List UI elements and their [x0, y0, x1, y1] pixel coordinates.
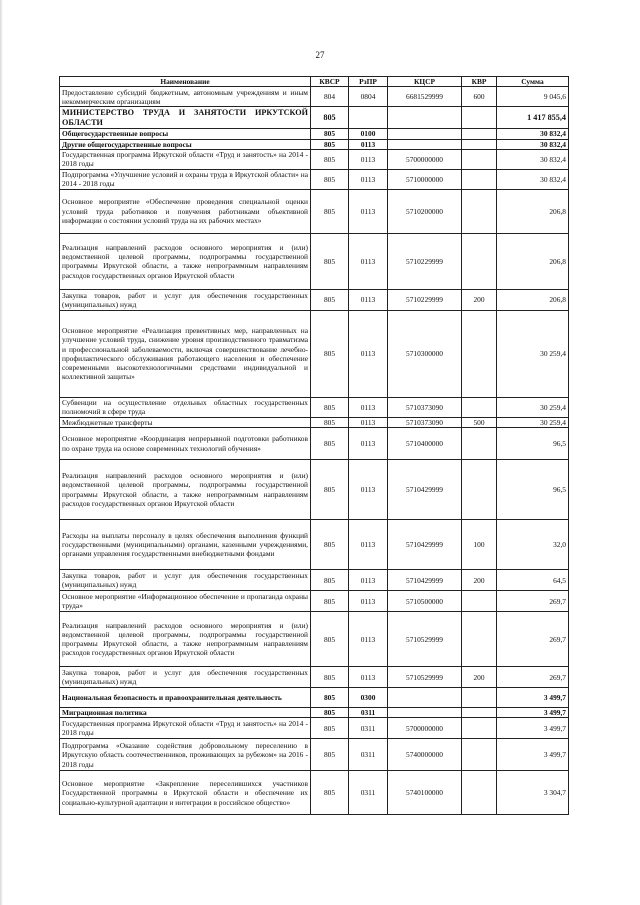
cell-kvr: [462, 688, 497, 708]
cell-sum: 30 259,4: [497, 417, 569, 427]
budget-table: [59, 76, 569, 815]
header-kvr: КВР: [462, 77, 497, 87]
cell-sum: 30 259,4: [497, 397, 569, 417]
table-row: [60, 667, 569, 688]
cell-kvsr: 805: [311, 520, 349, 570]
cell-kcsr: 5710229999: [388, 289, 462, 310]
cell-sum: 3 499,7: [497, 688, 569, 708]
cell-kcsr: 5710429999: [388, 460, 462, 520]
cell-kvsr: 805: [311, 460, 349, 520]
cell-kvr: [462, 139, 497, 149]
table-row: [60, 149, 569, 169]
cell-name: Закупка товаров, работ и услуг для обеспечения государственных (муниципальных) нужд: [60, 667, 311, 688]
cell-name: МИНИСТЕРСТВО ТРУДА И ЗАНЯТОСТИ ИРКУТСКОЙ ОБЛАСТИ: [60, 107, 311, 129]
table-row: [60, 570, 569, 591]
cell-rzpr: 0113: [349, 612, 388, 667]
cell-rzpr: 0311: [349, 771, 388, 815]
table-row: [60, 397, 569, 417]
cell-rzpr: 0113: [349, 289, 388, 310]
cell-kvsr: 805: [311, 739, 349, 771]
cell-sum: 3 304,7: [497, 771, 569, 815]
cell-name: Основное мероприятие «Закрепление переселившихся участников Государственной программы в Иркутской области и обеспечение их социально-культурной адаптации и интеграции в российское общество»: [60, 771, 311, 815]
table-row: [60, 129, 569, 139]
cell-rzpr: 0804: [349, 87, 388, 107]
cell-rzpr: 0113: [349, 397, 388, 417]
cell-rzpr: 0113: [349, 591, 388, 612]
table-row: [60, 688, 569, 708]
cell-kcsr: 5700000000: [388, 718, 462, 739]
cell-kvr: [462, 189, 497, 233]
cell-name: Реализация направлений расходов основного мероприятия и (или) ведомственной целевой программы, подпрограммы государственной программы Иркутской области, а также непрограммным направлениям расходов государственных органов Иркутской области: [60, 233, 311, 289]
cell-kvsr: 805: [311, 718, 349, 739]
cell-sum: 269,7: [497, 667, 569, 688]
cell-name: Государственная программа Иркутской области «Труд и занятость» на 2014 - 2018 годы: [60, 149, 311, 169]
cell-kvsr: 805: [311, 289, 349, 310]
cell-kcsr: [388, 139, 462, 149]
header-name: Наименование: [60, 77, 311, 87]
page-number: 27: [315, 50, 325, 60]
cell-kcsr: 5710373090: [388, 397, 462, 417]
cell-kvr: 100: [462, 520, 497, 570]
cell-kvsr: 805: [311, 233, 349, 289]
cell-kvr: [462, 310, 497, 397]
scan-edge-shadow: [0, 0, 3, 905]
table-row: [60, 591, 569, 612]
cell-sum: 9 045,6: [497, 87, 569, 107]
cell-name: Расходы на выплаты персоналу в целях обеспечения выполнения функций государственными (муниципальными) органами, казенными учреждениями, органами управления государственными внебюджетными фондами: [60, 520, 311, 570]
cell-sum: 269,7: [497, 591, 569, 612]
cell-rzpr: 0113: [349, 139, 388, 149]
table-row: [60, 310, 569, 397]
header-kcsr: КЦСР: [388, 77, 462, 87]
cell-rzpr: 0113: [349, 169, 388, 189]
cell-kvsr: 805: [311, 129, 349, 139]
cell-kvr: [462, 591, 497, 612]
cell-kvsr: 805: [311, 771, 349, 815]
cell-kvr: 200: [462, 570, 497, 591]
cell-sum: 32,0: [497, 520, 569, 570]
cell-kvsr: 805: [311, 688, 349, 708]
table-row: [60, 708, 569, 718]
cell-kvsr: 805: [311, 570, 349, 591]
cell-kcsr: 5710400000: [388, 428, 462, 460]
cell-rzpr: 0113: [349, 417, 388, 427]
cell-rzpr: [349, 107, 388, 129]
cell-sum: 96,5: [497, 460, 569, 520]
cell-sum: 206,8: [497, 289, 569, 310]
table-body: [60, 87, 569, 815]
cell-kcsr: 5710529999: [388, 612, 462, 667]
cell-kcsr: 5740000000: [388, 739, 462, 771]
cell-kcsr: 5710000000: [388, 169, 462, 189]
cell-name: Миграционная политика: [60, 708, 311, 718]
cell-sum: 30 832,4: [497, 129, 569, 139]
table-row: [60, 520, 569, 570]
cell-kvr: [462, 397, 497, 417]
cell-kvsr: 805: [311, 107, 349, 129]
cell-kvr: 200: [462, 289, 497, 310]
cell-kcsr: [388, 688, 462, 708]
cell-kvr: [462, 708, 497, 718]
cell-sum: 269,7: [497, 612, 569, 667]
cell-sum: 3 499,7: [497, 718, 569, 739]
cell-kvr: [462, 428, 497, 460]
table-row: [60, 612, 569, 667]
cell-kcsr: 5710200000: [388, 189, 462, 233]
cell-rzpr: 0113: [349, 310, 388, 397]
cell-name: Закупка товаров, работ и услуг для обеспечения государственных (муниципальных) нужд: [60, 570, 311, 591]
table-row: [60, 139, 569, 149]
cell-kvsr: 805: [311, 417, 349, 427]
cell-rzpr: 0113: [349, 189, 388, 233]
table-row: [60, 189, 569, 233]
cell-name: Субвенции на осуществление отдельных областных государственных полномочий в сфере труда: [60, 397, 311, 417]
cell-kcsr: [388, 708, 462, 718]
cell-kcsr: 5710500000: [388, 591, 462, 612]
cell-name: Национальная безопасность и правоохранительная деятельность: [60, 688, 311, 708]
table-row: [60, 460, 569, 520]
cell-name: Закупка товаров, работ и услуг для обеспечения государственных (муниципальных) нужд: [60, 289, 311, 310]
cell-rzpr: 0300: [349, 688, 388, 708]
cell-rzpr: 0100: [349, 129, 388, 139]
cell-sum: 96,5: [497, 428, 569, 460]
cell-kvr: [462, 129, 497, 139]
cell-kvsr: 805: [311, 667, 349, 688]
cell-rzpr: 0311: [349, 739, 388, 771]
cell-kvsr: 805: [311, 612, 349, 667]
cell-kvr: [462, 771, 497, 815]
cell-sum: 206,8: [497, 189, 569, 233]
cell-name: Другие общегосударственные вопросы: [60, 139, 311, 149]
cell-name: Межбюджетные трансферты: [60, 417, 311, 427]
cell-kvr: 500: [462, 417, 497, 427]
cell-kcsr: [388, 129, 462, 139]
cell-kcsr: 5710529999: [388, 667, 462, 688]
cell-sum: 30 832,4: [497, 169, 569, 189]
cell-kcsr: 5710429999: [388, 520, 462, 570]
cell-sum: 30 832,4: [497, 149, 569, 169]
table-row: [60, 107, 569, 129]
cell-name: Подпрограмма «Улучшение условий и охраны труда в Иркутской области» на 2014 - 2018 годы: [60, 169, 311, 189]
header-kvsr: КВСР: [311, 77, 349, 87]
cell-name: Основное мероприятие «Координация непрерывной подготовки работников по охране труда на основе современных технологий обучения»: [60, 428, 311, 460]
cell-kvsr: 805: [311, 310, 349, 397]
cell-kvsr: 805: [311, 189, 349, 233]
cell-kvsr: 805: [311, 139, 349, 149]
cell-kvsr: 805: [311, 149, 349, 169]
cell-kvr: [462, 612, 497, 667]
cell-kcsr: 5710429999: [388, 570, 462, 591]
header-sum: Сумма: [497, 77, 569, 87]
cell-rzpr: 0113: [349, 520, 388, 570]
cell-rzpr: 0113: [349, 460, 388, 520]
cell-kcsr: 5710373090: [388, 417, 462, 427]
cell-name: Предоставление субсидий бюджетным, автономным учреждениям и иным некоммерческим организациям: [60, 87, 311, 107]
cell-name: Основное мероприятие «Обеспечение проведения специальной оценки условий труда работников и повучения работниками объективной информации о состоянии условий труда на их рабочих местах»: [60, 189, 311, 233]
cell-kcsr: 5700000000: [388, 149, 462, 169]
cell-sum: 206,8: [497, 233, 569, 289]
cell-kvsr: 805: [311, 428, 349, 460]
cell-kcsr: [388, 107, 462, 129]
cell-kvsr: 805: [311, 397, 349, 417]
cell-kcsr: 5740100000: [388, 771, 462, 815]
cell-kvsr: 805: [311, 591, 349, 612]
header-rzpr: РзПР: [349, 77, 388, 87]
table-row: [60, 169, 569, 189]
table-header-row: [60, 77, 569, 87]
cell-kvr: [462, 233, 497, 289]
table-row: [60, 718, 569, 739]
table-row: [60, 87, 569, 107]
cell-name: Основное мероприятие «Информационное обеспечение и пропаганда охраны труда»: [60, 591, 311, 612]
cell-kvr: 600: [462, 87, 497, 107]
cell-sum: 64,5: [497, 570, 569, 591]
table-row: [60, 739, 569, 771]
cell-sum: 1 417 855,4: [497, 107, 569, 129]
cell-kvr: [462, 169, 497, 189]
cell-kvr: [462, 718, 497, 739]
table-row: [60, 417, 569, 427]
cell-sum: 30 259,4: [497, 310, 569, 397]
cell-kcsr: 5710229999: [388, 233, 462, 289]
cell-kvsr: 805: [311, 708, 349, 718]
cell-rzpr: 0113: [349, 233, 388, 289]
cell-rzpr: 0113: [349, 570, 388, 591]
cell-kvr: [462, 460, 497, 520]
table-row: [60, 771, 569, 815]
cell-sum: 3 499,7: [497, 739, 569, 771]
cell-name: Основное мероприятие «Реализация превентивных мер, направленных на улучшение условий труда, снижение уровня производственного травматизма и профессиональной заболеваемости, включая совершенствование лечебно-профилактического обслуживания работающего населения и обеспечение современными высокотехнологичными средствами индивидуальной и коллективной защиты»: [60, 310, 311, 397]
cell-name: Подпрограмма «Оказание содействия добровольному переселению в Иркутскую область соотечественников, проживающих за рубежом» на 2016 - 2018 годы: [60, 739, 311, 771]
cell-rzpr: 0311: [349, 708, 388, 718]
cell-name: Реализация направлений расходов основного мероприятия и (или) ведомственной целевой программы, подпрограммы государственной программы Иркутской области, а также непрограммным направлениям расходов государственных органов Иркутской области: [60, 612, 311, 667]
cell-kvr: 200: [462, 667, 497, 688]
cell-sum: 3 499,7: [497, 708, 569, 718]
cell-kvsr: 805: [311, 169, 349, 189]
cell-name: Общегосударственные вопросы: [60, 129, 311, 139]
cell-kvsr: 804: [311, 87, 349, 107]
table-row: [60, 233, 569, 289]
cell-name: Государственная программа Иркутской области «Труд и занятость» на 2014 - 2018 годы: [60, 718, 311, 739]
cell-rzpr: 0113: [349, 428, 388, 460]
table-row: [60, 289, 569, 310]
cell-kvr: [462, 107, 497, 129]
table-row: [60, 428, 569, 460]
cell-kcsr: 5710300000: [388, 310, 462, 397]
cell-rzpr: 0113: [349, 667, 388, 688]
cell-kvr: [462, 149, 497, 169]
cell-sum: 30 832,4: [497, 139, 569, 149]
cell-kcsr: 6681529999: [388, 87, 462, 107]
cell-name: Реализация направлений расходов основного мероприятия и (или) ведомственной целевой программы, подпрограммы государственной программы Иркутской области, а также непрограммным направлениям расходов государственных органов Иркутской области: [60, 460, 311, 520]
cell-rzpr: 0311: [349, 718, 388, 739]
cell-kvr: [462, 739, 497, 771]
cell-rzpr: 0113: [349, 149, 388, 169]
